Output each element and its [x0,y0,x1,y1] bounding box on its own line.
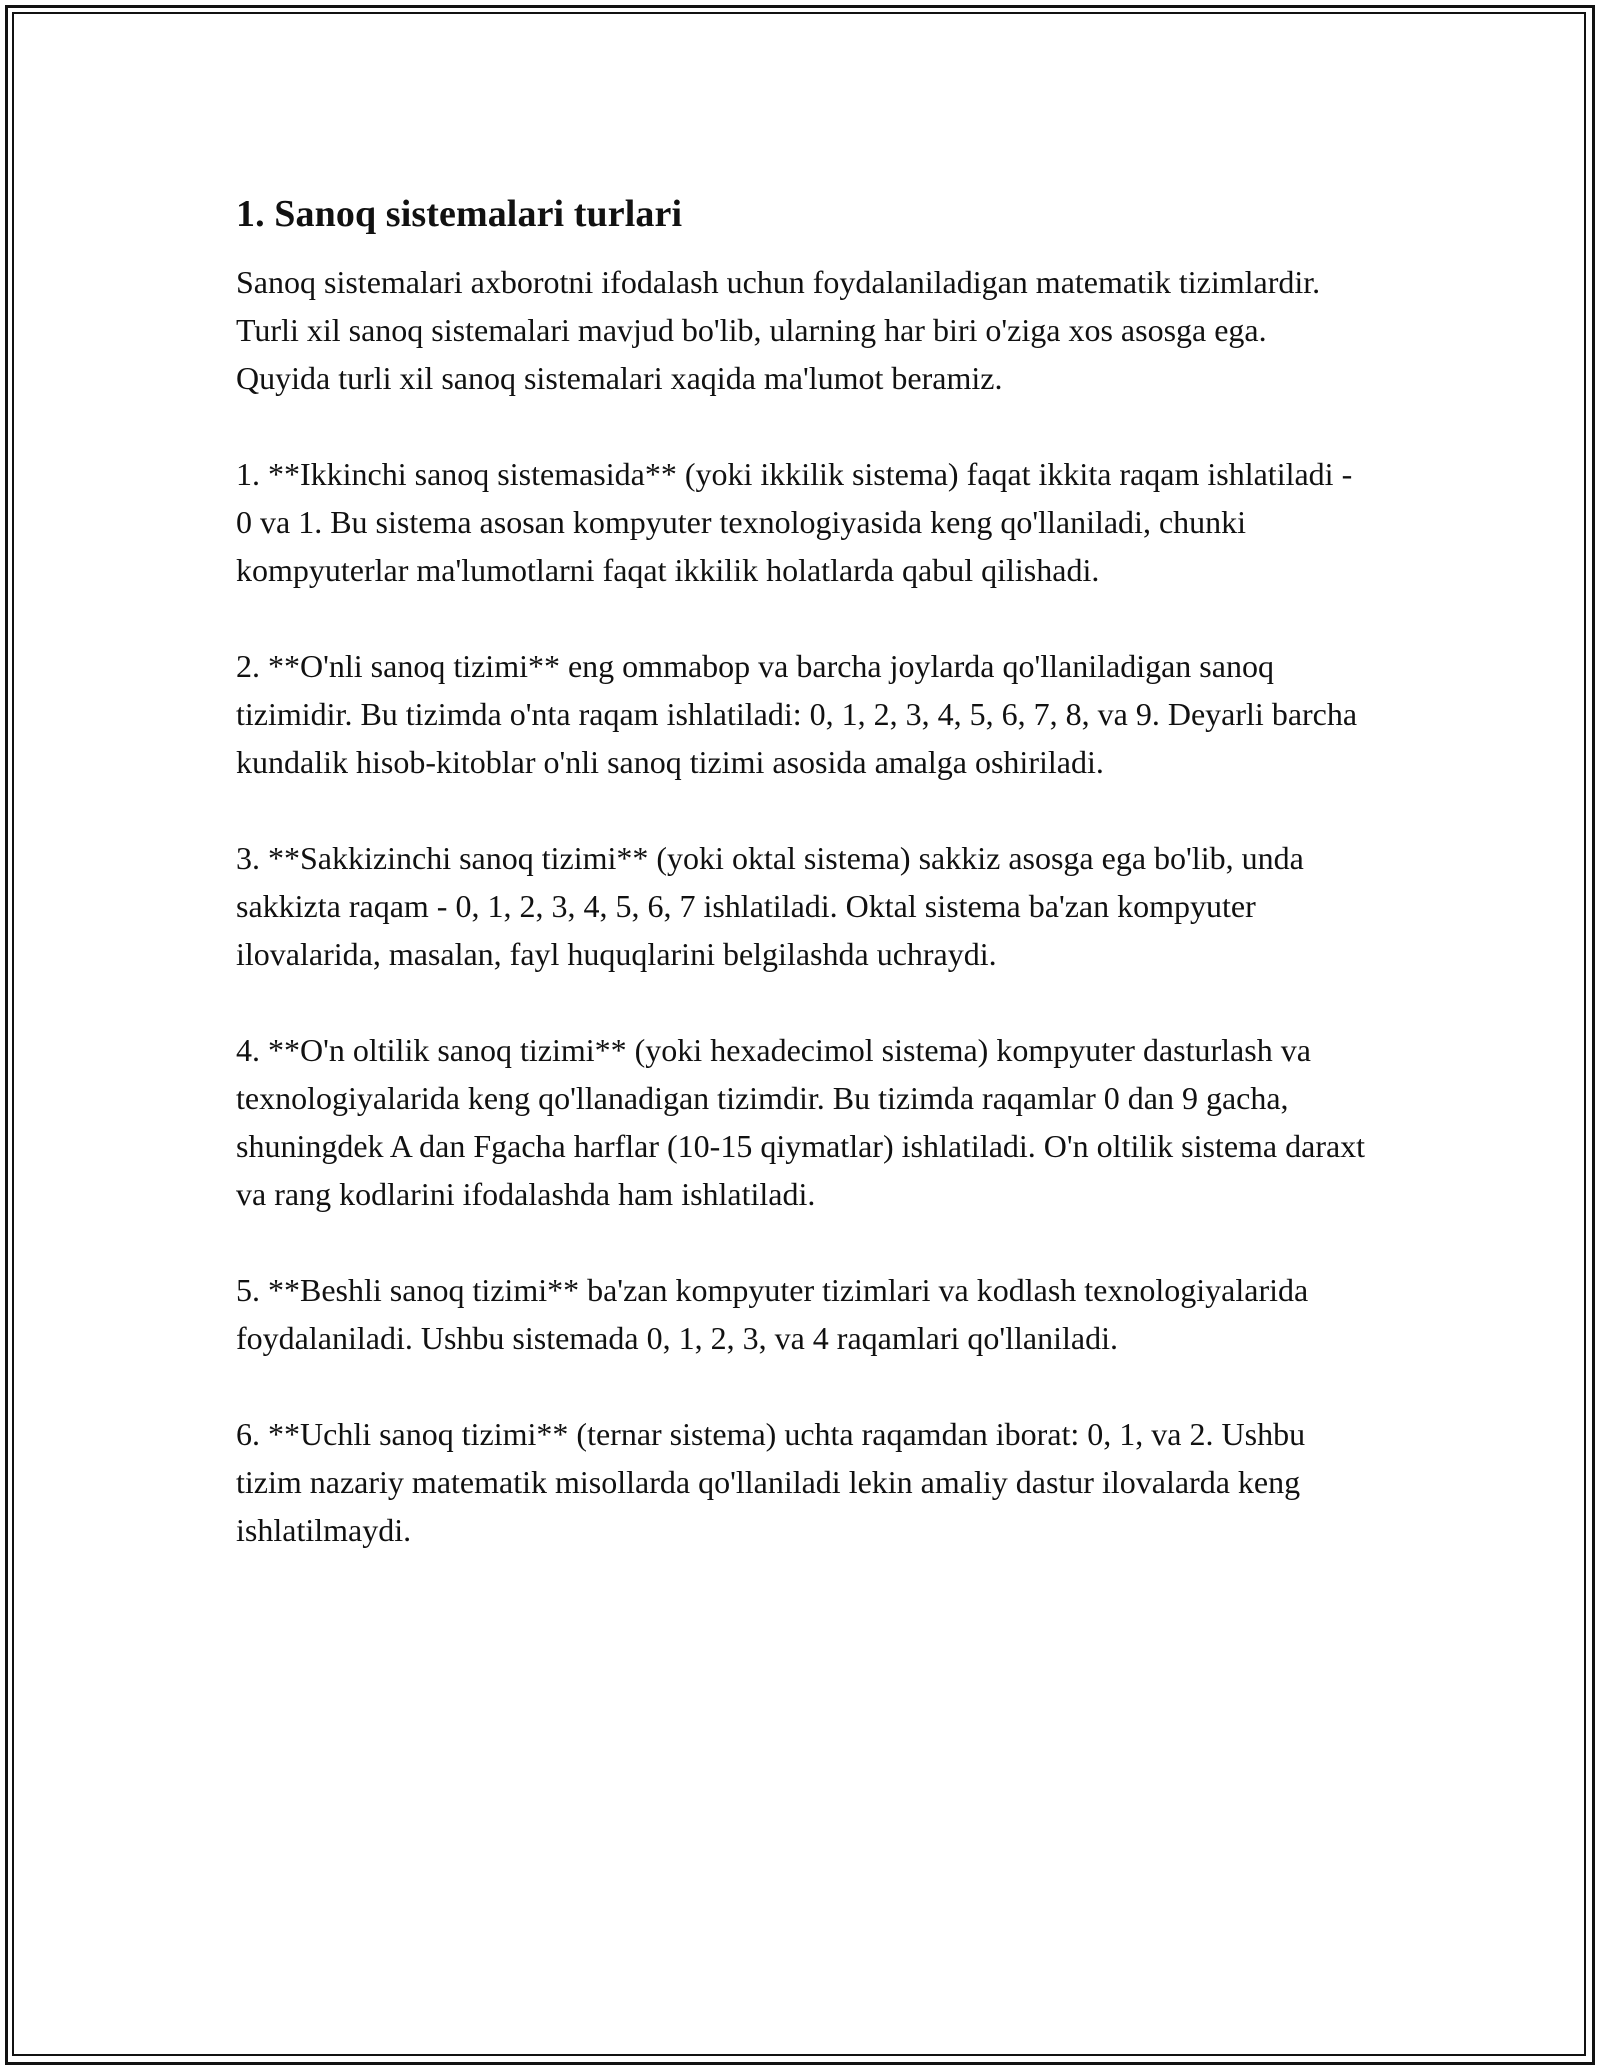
intro-paragraph: Sanoq sistemalari axborotni ifodalash uchun foydalaniladigan matematik tizimlardir. Turli xil sanoq sistemalari mavjud bo'lib, ularning har biri o'ziga xos asosga ega. Quyida turli xil sanoq sistemalari xaqida ma'lumot beramiz. [236,264,1321,396]
document-body [236,190,1366,1602]
page-title: 1. Sanoq sistemalari turlari [236,193,683,235]
paragraph-hexadecimal-system: 4. **O'n oltilik sanoq tizimi** (yoki hexadecimol sistema) kompyuter dasturlash va texnologiyalarida keng qo'llanadigan tizimdir. Bu tizimda raqamlar 0 dan 9 gacha, shuningdek A dan Fgacha harflar (10-15 qiymatlar) ishlatiladi. O'n oltilik sistema daraxt va rang kodlarini ifodalashda ham ishlatiladi. [236,1032,1366,1212]
paragraph-binary-system: 1. **Ikkinchi sanoq sistemasida** (yoki ikkilik sistema) faqat ikkita raqam ishlatiladi - 0 va 1. Bu sistema asosan kompyuter texnologiyasida keng qo'llaniladi, chunki kompyuterlar ma'lumotlarni faqat ikkilik holatlarda qabul qilishadi. [236,456,1353,588]
paragraph-quinary-system: 5. **Beshli sanoq tizimi** ba'zan kompyuter tizimlari va kodlash texnologiyalarida foydalaniladi. Ushbu sistemada 0, 1, 2, 3, va 4 raqamlari qo'llaniladi. [236,1272,1309,1356]
paragraph-ternary-system: 6. **Uchli sanoq tizimi** (ternar sistema) uchta raqamdan iborat: 0, 1, va 2. Ushbu tizim nazariy matematik misollarda qo'llaniladi lekin amaliy dastur ilovalarda keng ishlatilmaydi. [236,1416,1306,1548]
paragraph-decimal-system: 2. **O'nli sanoq tizimi** eng ommabop va barcha joylarda qo'llaniladigan sanoq tizimidir. Bu tizimda o'nta raqam ishlatiladi: 0, 1, 2, 3, 4, 5, 6, 7, 8, va 9. Deyarli barcha kundalik hisob-kitoblar o'nli sanoq tizimi asosida amalga oshiriladi. [236,648,1358,780]
paragraph-octal-system: 3. **Sakkizinchi sanoq tizimi** (yoki oktal sistema) sakkiz asosga ega bo'lib, unda sakkizta raqam - 0, 1, 2, 3, 4, 5, 6, 7 ishlatiladi. Oktal sistema ba'zan kompyuter ilovalarida, masalan, fayl huquqlarini belgilashda uchraydi. [236,840,1304,972]
